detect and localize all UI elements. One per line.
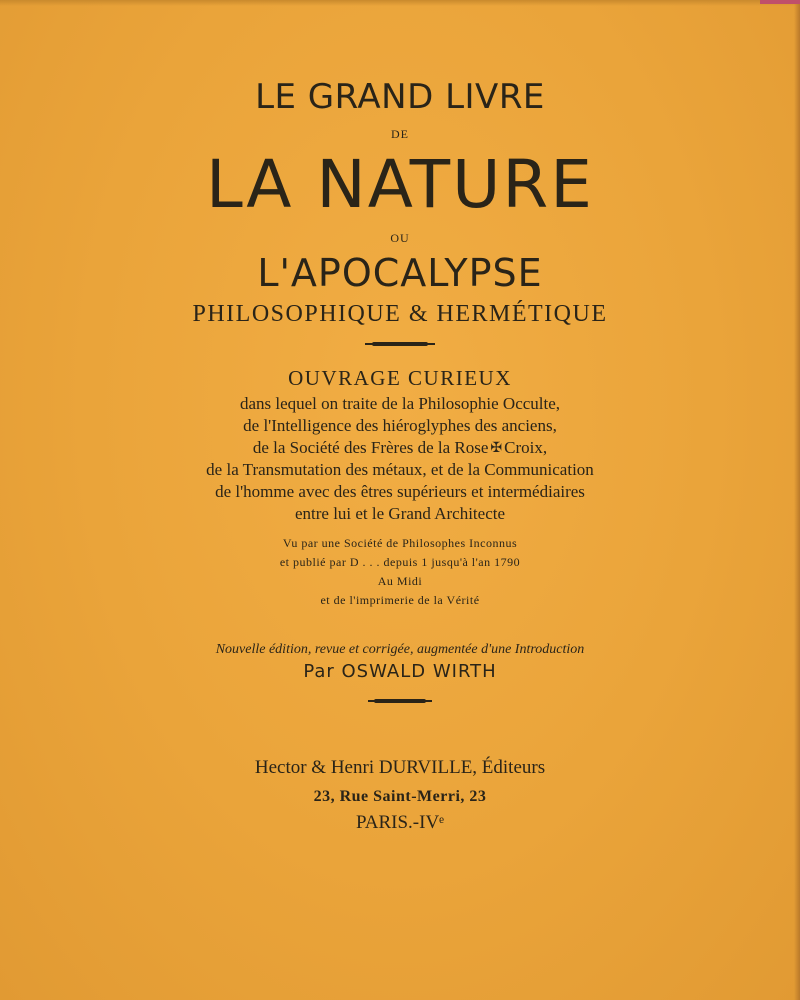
heading-ouvrage: OUVRAGE CURIEUX	[288, 366, 512, 390]
desc-line-1: dans lequel on traite de la Philosophie Occulte,	[239, 394, 561, 413]
desc-line-3	[0, 439, 800, 456]
title-apocalypse: L'APOCALYPSE	[257, 251, 543, 295]
title-main: LA NATURE	[206, 146, 594, 223]
cross-icon: ✠	[490, 441, 503, 456]
publisher-line: Hector & Henri DURVILLE, Éditeurs	[254, 757, 546, 778]
title-de: DE	[391, 127, 409, 141]
desc-line-4: de la Transmutation des métaux, et de la Communication	[206, 460, 594, 479]
desc-line-3-text: de la Société des Frères de la Rose	[252, 438, 489, 457]
cover-right-edge	[794, 0, 800, 1000]
vu-line-3: Au Midi	[377, 574, 423, 588]
vu-line-2: et publié par D . . . depuis 1 jusqu'à l'an 1790	[279, 555, 521, 569]
city-line: PARIS.-IVᵉ	[355, 812, 445, 833]
title-top: LE GRAND LIVRE	[255, 77, 545, 117]
desc-line-2: de l'Intelligence des hiéroglyphes des anciens,	[243, 416, 557, 435]
desc-line-5: de l'homme avec des êtres supérieurs et intermédiaires	[215, 482, 585, 501]
cover-corner-mark	[760, 0, 800, 4]
author-line: Par OSWALD WIRTH	[303, 661, 497, 682]
divider-rule	[365, 343, 435, 345]
title-sub: PHILOSOPHIQUE & HERMÉTIQUE	[192, 301, 608, 327]
address-line: 23, Rue Saint-Merri, 23	[313, 788, 487, 805]
vu-line-4: et de l'imprimerie de la Vérité	[320, 593, 480, 607]
title-ou: OU	[390, 231, 410, 245]
edition-line: Nouvelle édition, revue et corrigée, augmentée d'une Introduction	[215, 642, 585, 657]
divider-rule-2	[368, 700, 432, 702]
desc-line-3-end: Croix,	[504, 438, 548, 457]
vu-line-1: Vu par une Société de Philosophes Inconnus	[282, 536, 518, 550]
cover-top-edge	[0, 0, 800, 6]
desc-line-6: entre lui et le Grand Architecte	[294, 504, 506, 523]
